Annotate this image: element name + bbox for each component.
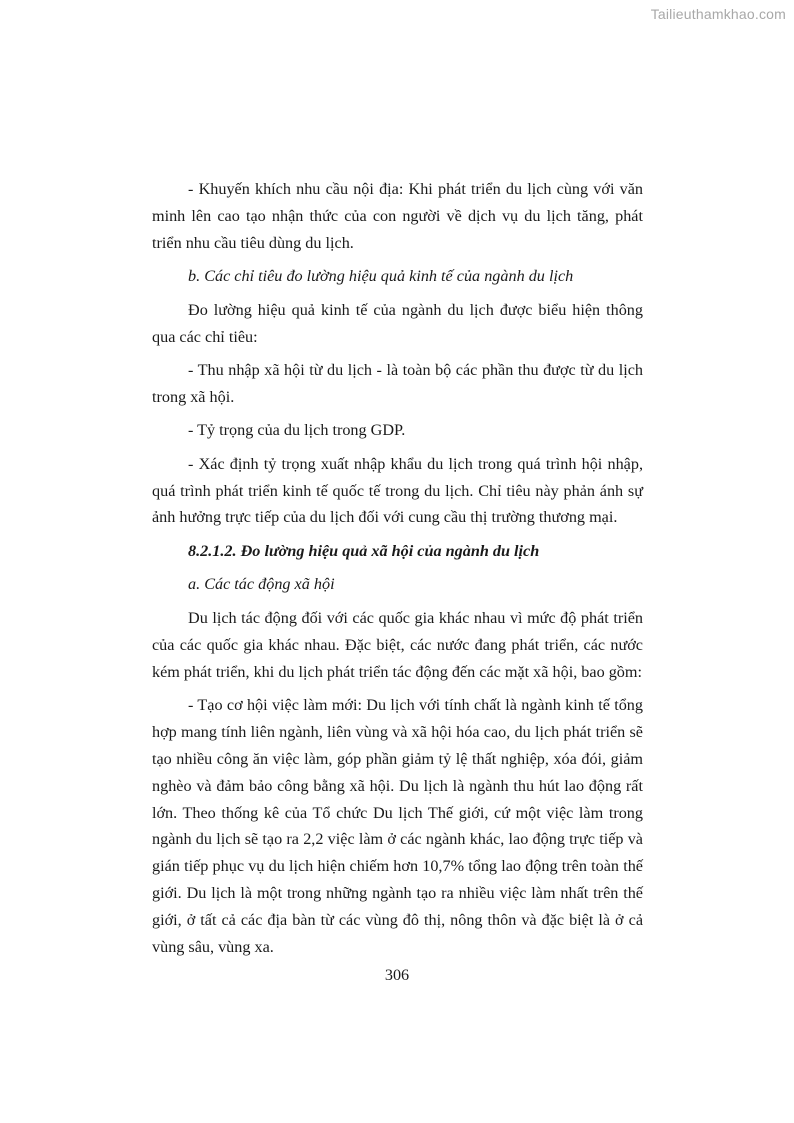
paragraph-domestic-demand: - Khuyến khích nhu cầu nội địa: Khi phát triển du lịch cùng với văn minh lên cao tạo nhận thức của con người về dịch vụ du lịch tăng, phát triển nhu cầu tiêu dùng du lịch. — [152, 180, 643, 252]
subheading-economic-indicators: b. Các chỉ tiêu đo lường hiệu quả kinh tế của ngành du lịch — [188, 267, 574, 286]
paragraph-impact-intro: Du lịch tác động đối với các quốc gia khác nhau vì mức độ phát triển của các quốc gia khác nhau. Đặc biệt, các nước đang phát triển, các nước kém phát triển, khi du lịch phát triển tác động đến các mặt xã hội, bao gồm: — [152, 608, 643, 681]
paragraph-job-creation: - Tạo cơ hội việc làm mới: Du lịch với tính chất là ngành kinh tế tổng hợp mang tính liên ngành, liên vùng và xã hội hóa cao, du lịch phát triển sẽ tạo nhiều công ăn việc làm, góp phần giảm tỷ lệ thất nghiệp, xóa đói, giảm nghèo và đảm bảo công bằng xã hội. Du lịch là ngành thu hút lao động rất lớn. Theo thống kê của Tổ chức Du lịch Thế giới, cứ một việc làm trong ngành du lịch sẽ tạo ra 2,2 việc làm ở các ngành khác, lao động trực tiếp và gián tiếp phục vụ du lịch hiện chiếm hơn 10,7% tổng lao động trên toàn thế giới. Du lịch là một trong những ngành tạo ra nhiều việc làm nhất trên thế giới, ở tất cả các địa bàn từ các vùng đô thị, nông thôn và đặc biệt là ở cả vùng sâu, vùng xa. — [152, 695, 643, 957]
paragraph-import-export-share: - Xác định tỷ trọng xuất nhập khẩu du lịch trong quá trình hội nhập, quá trình phát triển kinh tế quốc tế trong du lịch. Chỉ tiêu này phản ánh sự ảnh hưởng trực tiếp của du lịch đối với cung cầu thị trường thương mại. — [152, 454, 643, 527]
paragraph-gdp-share: - Tỷ trọng của du lịch trong GDP. — [188, 421, 406, 440]
page-body — [152, 176, 643, 967]
page-number: 306 — [384, 966, 410, 984]
paragraph-indicators-intro: Đo lường hiệu quả kinh tế của ngành du lịch được biểu hiện thông qua các chỉ tiêu: — [152, 300, 643, 346]
paragraph-social-income: - Thu nhập xã hội từ du lịch - là toàn bộ các phần thu được từ du lịch trong xã hội. — [152, 360, 643, 406]
watermark-text: Tailieuthamkhao.com — [650, 6, 786, 22]
section-heading-social-efficiency: 8.2.1.2. Đo lường hiệu quả xã hội của ngành du lịch — [188, 541, 540, 560]
subheading-social-impacts: a. Các tác động xã hội — [188, 575, 335, 594]
